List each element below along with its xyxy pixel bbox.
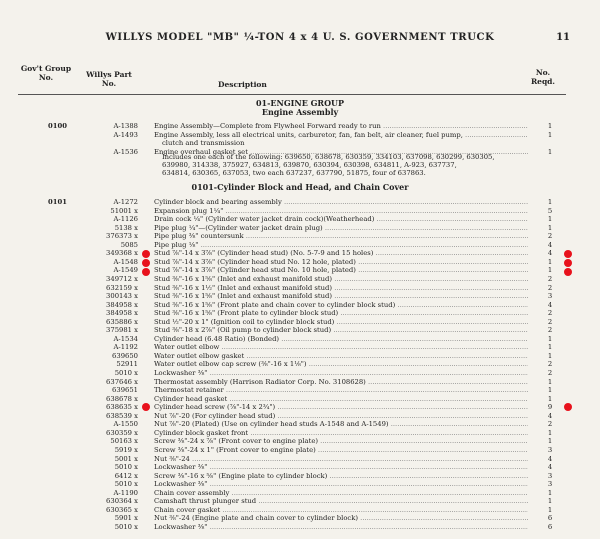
part-description: Nut ⅜"-24 ..... — [154, 455, 528, 463]
part-number: 384958 x — [106, 300, 138, 309]
part-description: Cylinder head screw (⅞"-14 x 2¾") ..... — [154, 403, 528, 411]
part-description: Screw ⅜"-24 x ⅞" (Front cover to engine plate) ..... — [154, 437, 528, 445]
part-description: Stud ⅜"-16 x 1⅝" (Inlet and exhaust manifold stud) ..... — [154, 292, 528, 300]
gasket-note-line: 639980, 314338, 375927, 634813, 639870, 630394, 630398, 634811, A-923, 637737, — [162, 161, 457, 169]
gasket-note-line: 634814, 630365, 637053, two each 637237, 637790, 51875, four of 637863. — [162, 169, 426, 177]
quantity-required: 6 — [547, 522, 553, 531]
quantity-required: 5 — [547, 206, 553, 215]
part-description: Water outlet elbow ..... — [154, 343, 528, 351]
quantity-required: 1 — [547, 198, 553, 206]
part-number: A-1493 — [113, 130, 138, 139]
part-row — [0, 403, 600, 411]
part-description: Lockwasher ⅜" ..... — [154, 480, 528, 488]
part-description: Stud ⅜"-16 x 1⅝" (Front plate and chain cover to cylinder block stud) ..... — [154, 301, 528, 309]
part-number: A-1536 — [113, 147, 138, 156]
part-number: 384958 x — [106, 309, 138, 318]
part-description: Cylinder head (6.48 Ratio) (Bonded) ..... — [154, 335, 528, 343]
part-description: Lockwasher ⅜" ..... — [154, 523, 528, 531]
part-number: 50163 x — [110, 437, 138, 446]
part-description: Lockwasher ⅜" ..... — [154, 369, 528, 377]
part-row — [0, 241, 600, 249]
quantity-required: 2 — [547, 326, 553, 335]
quantity-required: 3 — [547, 471, 553, 480]
quantity-required: 2 — [547, 369, 553, 377]
quantity-required: 4 — [547, 249, 553, 258]
part-description: Cylinder block gasket front ..... — [154, 429, 528, 437]
part-description: Stud ⅜"-16 x 1½" (Inlet and exhaust manifold stud) ..... — [154, 284, 528, 292]
part-row — [0, 232, 600, 240]
part-row — [0, 506, 600, 514]
part-row — [0, 249, 600, 257]
quantity-required: 4 — [547, 411, 553, 420]
quantity-required: 1 — [547, 215, 553, 224]
part-description: clutch and transmission — [162, 139, 245, 147]
quantity-required: 3 — [547, 480, 553, 489]
part-number: 376373 x — [106, 232, 138, 241]
part-description: Drain cock ¼" (Cylinder water jacket drain cock)(Weatherhead) ..... — [154, 215, 528, 223]
part-row — [0, 343, 600, 351]
part-number: A-1190 — [113, 488, 138, 497]
quantity-required: 2 — [547, 274, 553, 283]
part-number: 632159 x — [106, 283, 138, 292]
gov-group-number: 0100 — [48, 122, 67, 130]
part-description: Water outlet elbow gasket ..... — [154, 352, 528, 360]
part-number: 5001 x — [114, 454, 138, 463]
quantity-required: 1 — [547, 223, 553, 232]
part-row — [0, 266, 600, 274]
part-number: 638678 x — [106, 394, 138, 403]
part-row — [0, 275, 600, 283]
part-row — [0, 497, 600, 505]
quantity-required: 2 — [547, 232, 553, 241]
part-number: 5085 — [120, 240, 138, 249]
part-description: Stud ⅞"-14 x 3⅞" (Cylinder head stud No. 12 hole, plated) ..... — [154, 258, 528, 266]
quantity-required: 1 — [547, 257, 553, 266]
part-row — [0, 131, 600, 139]
part-row — [0, 198, 600, 206]
part-description: Stud ⅞"-14 x 3⅞" (Cylinder head stud No. 10 hole, plated) ..... — [154, 266, 528, 274]
part-row — [0, 318, 600, 326]
part-number: 638539 x — [106, 411, 138, 420]
part-number: A-1192 — [113, 343, 138, 352]
quantity-required: 1 — [547, 122, 553, 130]
part-row — [0, 224, 600, 232]
part-number: 5138 x — [114, 223, 138, 232]
part-row — [0, 446, 600, 454]
quantity-required: 1 — [547, 386, 553, 395]
quantity-required: 1 — [547, 428, 553, 437]
part-number: A-1550 — [113, 420, 138, 429]
quantity-required: 2 — [547, 420, 553, 429]
part-row — [0, 429, 600, 437]
part-number: 630359 x — [106, 428, 138, 437]
quantity-required: 1 — [547, 334, 553, 343]
section-title: 0101-Cylinder Block and Head, and Chain Cover — [191, 182, 409, 192]
red-marker — [142, 250, 150, 258]
part-description: Water outlet elbow cap screw (⅜"-16 x 1⅛") ..... — [154, 360, 528, 368]
part-row — [0, 301, 600, 309]
part-row — [0, 437, 600, 445]
group-title: 01-ENGINE GROUP — [255, 98, 345, 108]
part-description: Engine overhaul gasket set ..... — [154, 148, 528, 156]
part-number: 635886 x — [106, 317, 138, 326]
part-number: A-1534 — [113, 334, 138, 343]
part-description: Nut ⅜"-24 (Engine plate and chain cover to cylinder block) ..... — [154, 514, 528, 522]
quantity-required: 4 — [547, 240, 553, 249]
quantity-required: 1 — [547, 147, 553, 156]
quantity-required: 1 — [547, 130, 553, 139]
no-reqd-header: No. Reqd. — [530, 68, 556, 86]
red-marker — [564, 403, 572, 411]
part-number: A-1126 — [113, 215, 138, 224]
part-number: 375981 x — [106, 326, 138, 335]
quantity-required: 3 — [547, 445, 553, 454]
part-number: A-1549 — [113, 266, 138, 275]
part-row — [0, 284, 600, 292]
quantity-required: 1 — [547, 266, 553, 275]
red-marker — [564, 250, 572, 258]
quantity-required: 2 — [547, 360, 553, 369]
willys-part-header: Willys Part No. — [86, 70, 132, 88]
quantity-required: 4 — [547, 463, 553, 472]
part-description: Stud ⅜"-16 x 1⅝" (Front plate to cylinder block stud) ..... — [154, 309, 528, 317]
part-row — [0, 326, 600, 334]
part-description: Camshaft thrust plunger stud ..... — [154, 497, 528, 505]
part-row — [0, 292, 600, 300]
part-description: Chain cover gasket ..... — [154, 506, 528, 514]
quantity-required: 6 — [547, 514, 553, 523]
part-number: 51001 x — [110, 206, 138, 215]
part-number: 349368 x — [106, 249, 138, 258]
part-number: 639651 — [112, 386, 138, 395]
part-number: 52911 — [116, 360, 138, 369]
part-row — [0, 480, 600, 488]
part-number: 5010 x — [114, 369, 138, 377]
part-number: 5010 x — [114, 480, 138, 489]
column-headers — [0, 62, 600, 92]
gov-group-number: 0101 — [48, 198, 67, 206]
part-row — [0, 360, 600, 368]
part-number: 5901 x — [114, 514, 138, 523]
quantity-required: 1 — [547, 437, 553, 446]
part-row — [0, 472, 600, 480]
red-marker — [142, 259, 150, 267]
part-row — [0, 215, 600, 223]
page-title: WILLYS MODEL "MB" ¼-TON 4 x 4 U. S. GOVERNMENT TRUCK — [105, 32, 495, 43]
part-row — [0, 455, 600, 463]
part-row — [0, 207, 600, 215]
quantity-required: 4 — [547, 454, 553, 463]
part-number: 5010 x — [114, 463, 138, 472]
part-number: A-1272 — [113, 198, 138, 206]
part-row — [0, 412, 600, 420]
part-description: Stud ⅜"-18 x 2⅞" (Oil pump to cylinder block stud) ..... — [154, 326, 528, 334]
part-row — [0, 369, 600, 377]
part-row — [0, 489, 600, 497]
part-row — [0, 395, 600, 403]
part-description: Stud ½"-20 x 1" (Ignition coil to cylinder block stud) ..... — [154, 318, 528, 326]
part-description: Chain cover assembly ..... — [154, 489, 528, 497]
quantity-required: 1 — [547, 377, 553, 386]
description-header: Description — [218, 80, 267, 89]
part-row — [0, 378, 600, 386]
part-description: Cylinder block and bearing assembly ..... — [154, 198, 528, 206]
part-number: 637646 x — [106, 377, 138, 386]
part-description: Nut ⅞"-20 (Plated) (Use on cylinder head studs A-1548 and A-1549) ..... — [154, 420, 528, 428]
part-number: 300143 x — [106, 292, 138, 301]
part-row — [0, 258, 600, 266]
part-row — [0, 309, 600, 317]
part-description: Screw ⅜"-16 x ⅝" (Engine plate to cylinder block) ..... — [154, 472, 528, 480]
quantity-required: 1 — [547, 351, 553, 360]
gov-group-header: Gov't Group No. — [20, 64, 72, 82]
part-number: 630365 x — [106, 505, 138, 514]
part-number: 639650 — [112, 351, 138, 360]
red-marker — [142, 403, 150, 411]
part-description: Stud ⅜"-16 x 1⅝" (Inlet and exhaust manifold stud) ..... — [154, 275, 528, 283]
quantity-required: 3 — [547, 292, 553, 301]
part-description: Engine Assembly, less all electrical units, carburetor, fan, fan belt, air cleaner, fuel pump, ..... — [154, 131, 528, 139]
part-number: 5919 x — [114, 445, 138, 454]
part-description: Stud ⅞"-14 x 3⅞" (Cylinder head stud) (No. 5-7-9 and 15 holes) ..... — [154, 249, 528, 257]
part-number: 5010 x — [114, 522, 138, 531]
part-description: Expansion plug 1¼" ..... — [154, 207, 528, 215]
gasket-note-line: Includes one each of the following: 639650, 638678, 630359, 334103, 637098, 630299, 630305, — [162, 153, 495, 161]
red-marker — [564, 268, 572, 276]
part-row — [0, 335, 600, 343]
quantity-required: 9 — [547, 403, 553, 412]
part-row — [0, 514, 600, 522]
part-description: Nut ⅞"-20 (For cylinder head stud) ..... — [154, 412, 528, 420]
red-marker — [142, 268, 150, 276]
quantity-required: 1 — [547, 394, 553, 403]
part-number: 6412 x — [114, 471, 138, 480]
part-description: Pipe plug ¼"—(Cylinder water jacket drain plug) ..... — [154, 224, 528, 232]
part-description: Pipe plug ⅜" countersunk ..... — [154, 232, 528, 240]
part-number: A-1388 — [113, 122, 138, 130]
group-subtitle: Engine Assembly — [261, 107, 339, 117]
part-description: Screw ⅜"-24 x 1" (Front cover to engine plate) ..... — [154, 446, 528, 454]
quantity-required: 1 — [547, 343, 553, 352]
part-row — [0, 122, 600, 130]
part-row — [0, 352, 600, 360]
part-number: 349712 x — [106, 274, 138, 283]
quantity-required: 4 — [547, 300, 553, 309]
header-rule — [18, 94, 566, 95]
part-description: Engine Assembly—Complete from Flywheel Forward ready to run ..... — [154, 122, 528, 130]
part-description: Thermostat assembly (Harrison Radiator Corp. No. 3108628) ..... — [154, 378, 528, 386]
part-number: 638635 x — [106, 403, 138, 412]
quantity-required: 1 — [547, 497, 553, 506]
quantity-required: 1 — [547, 505, 553, 514]
part-number: 630364 x — [106, 497, 138, 506]
quantity-required: 2 — [547, 317, 553, 326]
part-row — [0, 139, 600, 147]
part-description: Pipe plug ⅛" ..... — [154, 241, 528, 249]
quantity-required: 1 — [547, 488, 553, 497]
part-row — [0, 463, 600, 471]
red-marker — [564, 259, 572, 267]
page-header — [0, 32, 600, 46]
quantity-required: 2 — [547, 309, 553, 318]
part-description: Lockwasher ⅜" ..... — [154, 463, 528, 471]
quantity-required: 2 — [547, 283, 553, 292]
part-row — [0, 420, 600, 428]
part-description: Thermostat retainer ..... — [154, 386, 528, 394]
part-description: Cylinder head gasket ..... — [154, 395, 528, 403]
part-row — [0, 386, 600, 394]
part-number: A-1548 — [113, 257, 138, 266]
page-number: 11 — [556, 32, 570, 43]
part-row — [0, 523, 600, 531]
